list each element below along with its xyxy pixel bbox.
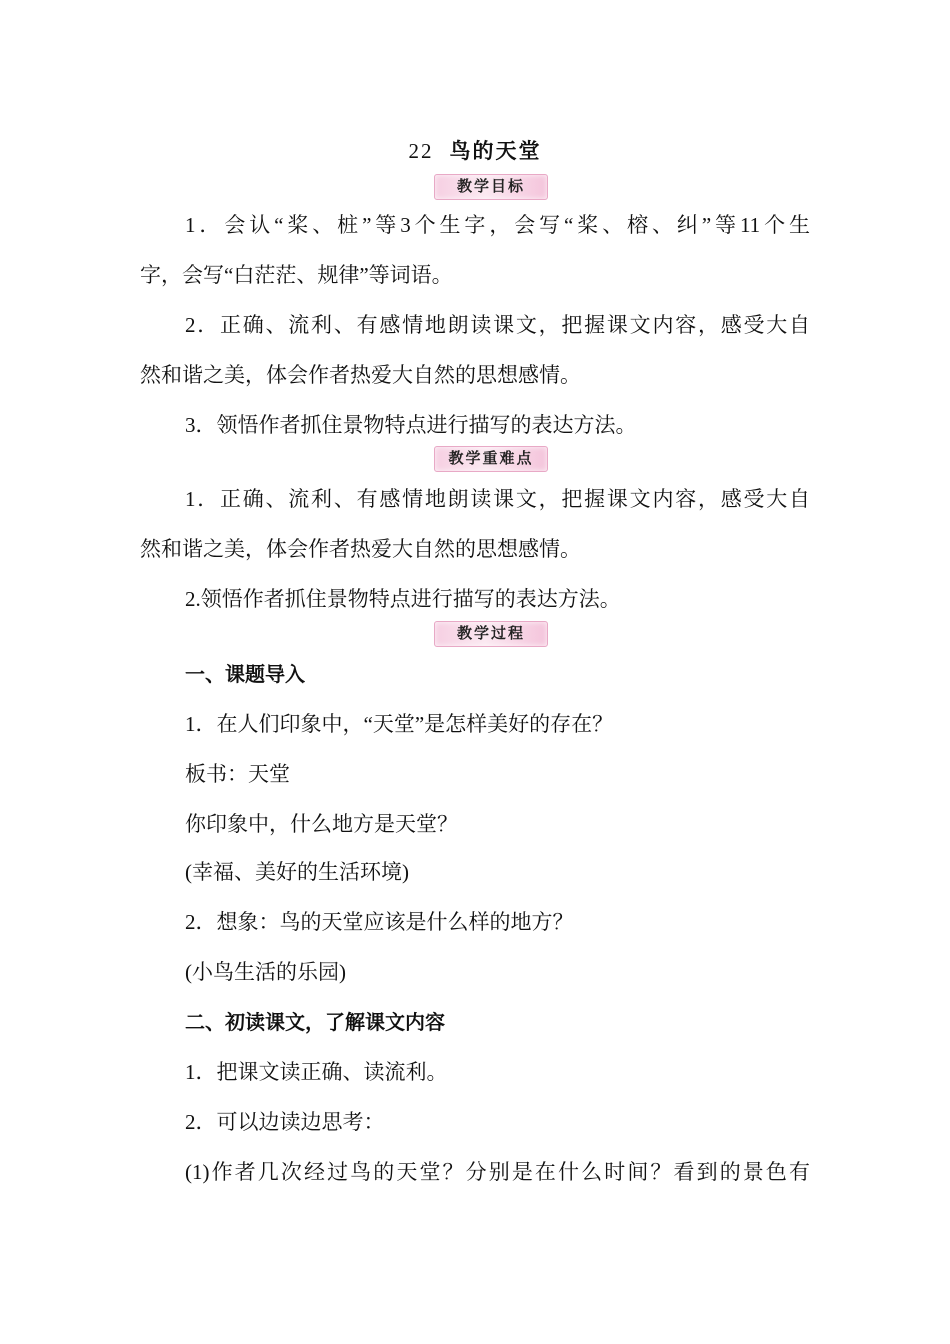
objective-1-line-1: 1．会认“桨、桩”等3个生字，会写“桨、榕、纠”等11个生 [185,213,810,237]
process-p9: (1)作者几次经过鸟的天堂？分别是在什么时间？看到的景色有 [185,1160,810,1184]
process-part1-heading: 一、课题导入 [185,662,305,686]
keypoint-2: 2.领悟作者抓住景物特点进行描写的表达方法。 [185,587,621,611]
lesson-number: 22 [408,139,434,163]
objective-1-line-2: 字，会写“白茫茫、规律”等词语。 [140,263,453,287]
process-part2-heading: 二、初读课文，了解课文内容 [185,1010,445,1034]
process-p8: 2．可以边读边思考： [185,1110,385,1134]
lesson-title [0,136,950,166]
section-badge-objectives: 教学目标 [434,174,548,200]
process-p1: 1．在人们印象中，“天堂”是怎样美好的存在？ [185,712,614,736]
keypoint-1-line-2: 然和谐之美，体会作者热爱大自然的思想感情。 [140,537,581,561]
section-badge-process: 教学过程 [434,621,548,647]
objective-3: 3．领悟作者抓住景物特点进行描写的表达方法。 [185,413,637,437]
process-p3: 你印象中，什么地方是天堂？ [185,812,458,836]
keypoint-1-line-1: 1．正确、流利、有感情地朗读课文，把握课文内容，感受大自 [185,487,810,511]
process-p7: 1．把课文读正确、读流利。 [185,1060,448,1084]
section-badge-keypoints: 教学重难点 [434,446,548,472]
objective-2-line-1: 2．正确、流利、有感情地朗读课文，把握课文内容，感受大自 [185,313,810,337]
process-p5: 2．想象：鸟的天堂应该是什么样的地方？ [185,910,574,934]
process-p6: (小鸟生活的乐园) [185,960,346,984]
lesson-title-text: 鸟的天堂 [449,139,542,163]
process-p4: (幸福、美好的生活环境) [185,860,409,884]
objective-2-line-2: 然和谐之美，体会作者热爱大自然的思想感情。 [140,363,581,387]
process-p2: 板书：天堂 [185,762,290,786]
